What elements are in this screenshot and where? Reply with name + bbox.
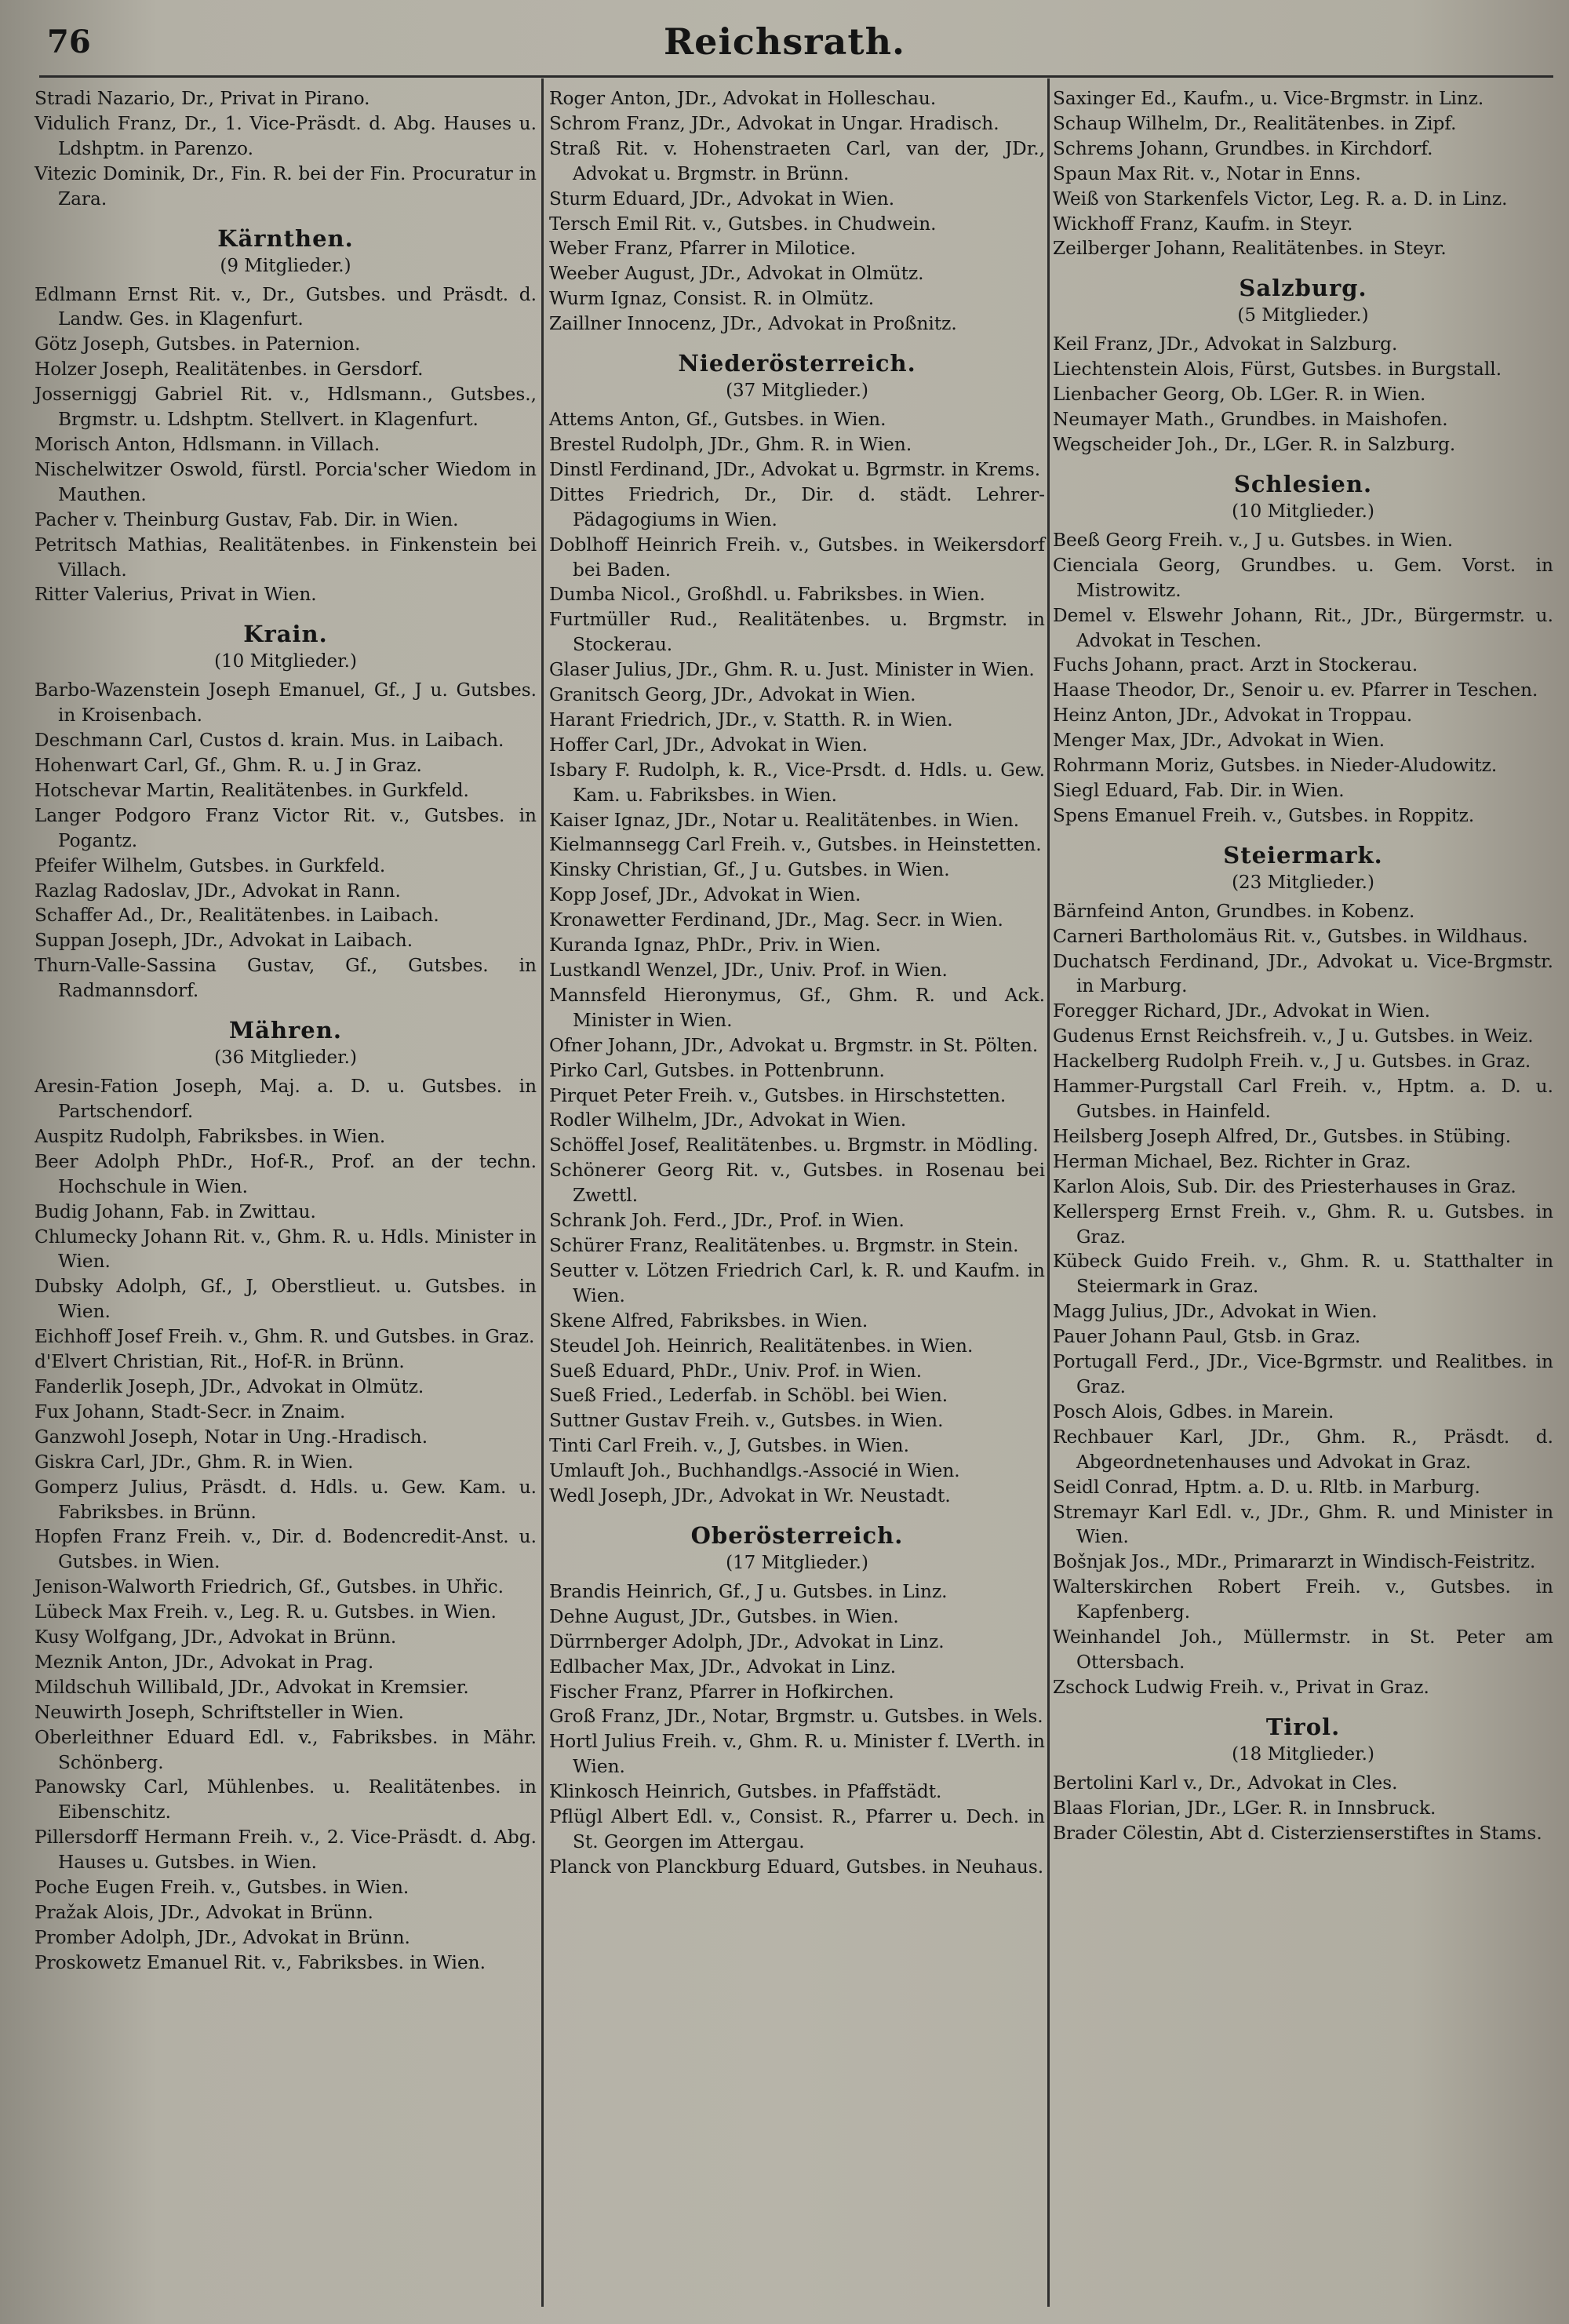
member-entry: Schrom Franz, JDr., Advokat in Ungar. Hradisch.	[549, 112, 999, 134]
member-entry: Schaup Wilhelm, Dr., Realitätenbes. in Zipf.	[1053, 112, 1457, 134]
member-entry: Carneri Bartholomäus Rit. v., Gutsbes. in Wildhaus.	[1053, 925, 1528, 947]
member-entry: Hoffer Carl, JDr., Advokat in Wien.	[549, 734, 868, 756]
member-count: (9 Mitglieder.)	[220, 255, 351, 276]
member-entry: Beeß Georg Freih. v., J u. Gutsbes. in Wien.	[1053, 529, 1454, 551]
member-entry: Roger Anton, JDr., Advokat in Holleschau.	[549, 88, 937, 109]
member-entry: Pirquet Peter Freih. v., Gutsbes. in Hirschstetten.	[549, 1084, 1007, 1106]
member-entry: Herman Michael, Bez. Richter in Graz.	[1053, 1150, 1411, 1172]
section-heading: Mähren.	[229, 1017, 342, 1044]
member-entry: Attems Anton, Gf., Gutsbes. in Wien.	[549, 409, 886, 431]
member-entry: Planck von Planckburg Eduard, Gutsbes. in Neuhaus.	[549, 1856, 1044, 1878]
member-count: (5 Mitglieder.)	[1237, 305, 1369, 326]
member-entry: Gomperz Julius, Präsdt. d. Hdls. u. Gew. Kam. u. Fabriksbes. in Brünn.	[35, 1476, 537, 1523]
member-entry: Walterskirchen Robert Freih. v., Gutsbes. in Kapfenberg.	[1053, 1576, 1553, 1623]
member-entry: Edlmann Ernst Rit. v., Dr., Gutsbes. und Präsdt. d. Landw. Ges. in Klagenfurt.	[35, 283, 537, 330]
member-entry: Pauer Johann Paul, Gtsb. in Graz.	[1053, 1326, 1361, 1348]
member-entry: Auspitz Rudolph, Fabriksbes. in Wien.	[35, 1125, 386, 1147]
member-entry: Mildschuh Willibald, JDr., Advokat in Kremsier.	[35, 1676, 469, 1698]
member-entry: Schürer Franz, Realitätenbes. u. Brgmstr. in Stein.	[549, 1234, 1019, 1256]
crownland-section	[1053, 468, 1553, 829]
member-entry: Pražak Alois, JDr., Advokat in Brünn.	[35, 1902, 373, 1923]
member-entry: d'Elvert Christian, Rit., Hof-R. in Brünn.	[35, 1351, 405, 1373]
member-entry: Hortl Julius Freih. v., Ghm. R. u. Minister f. LVerth. in Wien.	[549, 1731, 1045, 1778]
crownland-section	[35, 1014, 537, 1976]
crownland-section	[1053, 272, 1553, 457]
section-heading: Schlesien.	[1233, 470, 1373, 497]
crownland-section	[1053, 840, 1553, 1700]
member-entry: Cienciala Georg, Grundbes. u. Gem. Vorst. in Mistrowitz.	[1053, 554, 1553, 601]
member-entry: Lienbacher Georg, Ob. LGer. R. in Wien.	[1053, 384, 1426, 406]
member-entry: Pacher v. Theinburg Gustav, Fab. Dir. in Wien.	[35, 508, 459, 530]
member-entry: Promber Adolph, JDr., Advokat in Brünn.	[35, 1926, 410, 1948]
section-heading: Tirol.	[1265, 1713, 1341, 1740]
member-entry: Duchatsch Ferdinand, JDr., Advokat u. Vice-Brgmstr. in Marburg.	[1053, 950, 1553, 997]
member-entry: Tersch Emil Rit. v., Gutsbes. in Chudwein.	[549, 213, 937, 235]
member-entry: Pillersdorff Hermann Freih. v., 2. Vice-Präsdt. d. Abg. Hauses u. Gutsbes. in Wien.	[35, 1827, 537, 1874]
member-entry: Zschock Ludwig Freih. v., Privat in Graz.	[1053, 1676, 1429, 1698]
member-entry: Brandis Heinrich, Gf., J u. Gutsbes. in Linz.	[549, 1580, 948, 1602]
column-divider	[541, 78, 544, 2307]
member-entry: Suppan Joseph, JDr., Advokat in Laibach.	[35, 930, 413, 952]
member-entry: Neuwirth Joseph, Schriftsteller in Wien.	[35, 1701, 405, 1723]
member-entry: Blaas Florian, JDr., LGer. R. in Innsbruck.	[1053, 1797, 1436, 1819]
member-entry: Proskowetz Emanuel Rit. v., Fabriksbes. in Wien.	[35, 1951, 486, 1973]
member-entry: Sueß Fried., Lederfab. in Schöbl. bei Wien.	[549, 1385, 948, 1407]
member-entry: Josserniggj Gabriel Rit. v., Hdlsmann., Gutsbes., Brgmstr. u. Ldshptm. Stellvert. in Klagenfurt.	[35, 384, 537, 431]
page-header	[0, 16, 1569, 66]
member-entry: Kuranda Ignaz, PhDr., Priv. in Wien.	[549, 934, 881, 956]
member-entry: Glaser Julius, JDr., Ghm. R. u. Just. Minister in Wien.	[549, 659, 1035, 681]
member-entry: Aresin-Fation Joseph, Maj. a. D. u. Gutsbes. in Partschendorf.	[35, 1076, 537, 1122]
member-entry: Zaillner Innocenz, JDr., Advokat in Proßnitz.	[549, 313, 957, 335]
member-entry: Kellersperg Ernst Freih. v., Ghm. R. u. Gutsbes. in Graz.	[1053, 1200, 1553, 1248]
member-entry: Kielmannsegg Carl Freih. v., Gutsbes. in Heinstetten.	[549, 834, 1042, 856]
crownland-section	[549, 1520, 1045, 1880]
section-heading: Oberösterreich.	[690, 1521, 904, 1549]
member-entry: Keil Franz, JDr., Advokat in Salzburg.	[1053, 333, 1398, 355]
member-entry: Spaun Max Rit. v., Notar in Enns.	[1053, 162, 1361, 184]
member-entry: Vitezic Dominik, Dr., Fin. R. bei der Fin. Procuratur in Zara.	[35, 162, 537, 209]
member-entry: Siegl Eduard, Fab. Dir. in Wien.	[1053, 779, 1345, 801]
member-entry: Rohrmann Moriz, Gutsbes. in Nieder-Aludowitz.	[1053, 755, 1498, 777]
member-entry: Weinhandel Joh., Müllermstr. in St. Peter am Ottersbach.	[1053, 1626, 1553, 1673]
member-entry: Beer Adolph PhDr., Hof-R., Prof. an der techn. Hochschule in Wien.	[35, 1150, 537, 1197]
member-entry: Hotschevar Martin, Realitätenbes. in Gurkfeld.	[35, 779, 469, 801]
member-entry: Fanderlik Joseph, JDr., Advokat in Olmütz.	[35, 1375, 424, 1397]
member-entry: Hohenwart Carl, Gf., Ghm. R. u. J in Graz.	[35, 755, 422, 777]
section-heading: Kärnthen.	[217, 224, 354, 252]
member-entry: Deschmann Carl, Custos d. krain. Mus. in Laibach.	[35, 730, 504, 752]
member-entry: Sueß Eduard, PhDr., Univ. Prof. in Wien.	[549, 1360, 923, 1382]
member-entry: Doblhoff Heinrich Freih. v., Gutsbes. in Weikersdorf bei Baden.	[549, 534, 1045, 581]
member-entry: Stradi Nazario, Dr., Privat in Pirano.	[35, 88, 370, 109]
member-entry: Groß Franz, JDr., Notar, Brgmstr. u. Gutsbes. in Wels.	[549, 1706, 1043, 1728]
column-2	[549, 86, 1045, 1880]
member-entry: Dinstl Ferdinand, JDr., Advokat u. Bgrmstr. in Krems.	[549, 458, 1041, 480]
member-entry: Barbo-Wazenstein Joseph Emanuel, Gf., J u. Gutsbes. in Kroisenbach.	[35, 679, 537, 727]
member-entry: Giskra Carl, JDr., Ghm. R. in Wien.	[35, 1451, 354, 1473]
member-entry: Schönerer Georg Rit. v., Gutsbes. in Rosenau bei Zwettl.	[549, 1160, 1045, 1207]
member-entry: Budig Johann, Fab. in Zwittau.	[35, 1200, 316, 1222]
member-entry: Magg Julius, JDr., Advokat in Wien.	[1053, 1301, 1378, 1323]
member-entry: Poche Eugen Freih. v., Gutsbes. in Wien.	[35, 1877, 410, 1899]
member-entry: Granitsch Georg, JDr., Advokat in Wien.	[549, 684, 916, 706]
member-entry: Portugall Ferd., JDr., Vice-Bgrmstr. und Realitbes. in Graz.	[1053, 1351, 1553, 1397]
member-entry: Brestel Rudolph, JDr., Ghm. R. in Wien.	[549, 433, 912, 455]
crownland-section	[35, 223, 537, 608]
member-count: (17 Mitglieder.)	[726, 1552, 868, 1573]
member-entry: Pflügl Albert Edl. v., Consist. R., Pfarrer u. Dech. in St. Georgen im Attergau.	[549, 1806, 1045, 1852]
column-3	[1053, 86, 1553, 1845]
member-entry: Bošnjak Jos., MDr., Primararzt in Windisch-Feistritz.	[1053, 1551, 1536, 1573]
section-heading: Niederösterreich.	[678, 350, 916, 377]
member-entry: Holzer Joseph, Realitätenbes. in Gersdorf.	[35, 359, 424, 381]
member-entry: Schaffer Ad., Dr., Realitätenbes. in Laibach.	[35, 905, 439, 927]
crownland-section	[549, 348, 1045, 1509]
member-entry: Heilsberg Joseph Alfred, Dr., Gutsbes. in Stübing.	[1053, 1125, 1512, 1147]
column-divider	[1047, 78, 1050, 2307]
member-entry: Umlauft Joh., Buchhandlgs.-Associé in Wien.	[549, 1460, 960, 1482]
member-count: (10 Mitglieder.)	[214, 651, 357, 672]
member-entry: Schöffel Josef, Realitätenbes. u. Brgmstr. in Mödling.	[549, 1135, 1039, 1157]
member-entry: Furtmüller Rud., Realitätenbes. u. Brgmstr. in Stockerau.	[549, 609, 1045, 656]
member-entry: Posch Alois, Gdbes. in Marein.	[1053, 1401, 1334, 1422]
member-entry: Steudel Joh. Heinrich, Realitätenbes. in Wien.	[549, 1335, 974, 1357]
member-entry: Vidulich Franz, Dr., 1. Vice-Präsdt. d. Abg. Hauses u. Ldshptm. in Parenzo.	[35, 112, 537, 159]
section-heading: Krain.	[243, 621, 328, 648]
member-entry: Kinsky Christian, Gf., J u. Gutsbes. in Wien.	[549, 859, 950, 881]
member-entry: Fuchs Johann, pract. Arzt in Stockerau.	[1053, 654, 1418, 676]
member-entry: Rodler Wilhelm, JDr., Advokat in Wien.	[549, 1109, 907, 1131]
member-count: (37 Mitglieder.)	[726, 381, 868, 402]
member-entry: Nischelwitzer Oswold, fürstl. Porcia'scher Wiedom in Mauthen.	[35, 458, 537, 505]
member-entry: Schrank Joh. Ferd., JDr., Prof. in Wien.	[549, 1210, 905, 1232]
member-entry: Ganzwohl Joseph, Notar in Ung.-Hradisch.	[35, 1426, 428, 1448]
member-entry: Hackelberg Rudolph Freih. v., J u. Gutsbes. in Graz.	[1053, 1051, 1531, 1073]
member-count: (10 Mitglieder.)	[1232, 501, 1374, 522]
member-entry: Dehne August, JDr., Gutsbes. in Wien.	[549, 1605, 899, 1627]
member-entry: Demel v. Elswehr Johann, Rit., JDr., Bürgermstr. u. Advokat in Teschen.	[1053, 604, 1553, 651]
member-entry: Lustkandl Wenzel, JDr., Univ. Prof. in Wien.	[549, 960, 948, 981]
column-1	[35, 86, 537, 1976]
member-entry: Brader Cölestin, Abt d. Cisterzienserstiftes in Stams.	[1053, 1822, 1542, 1844]
member-entry: Schrems Johann, Grundbes. in Kirchdorf.	[1053, 137, 1433, 159]
crownland-section	[1053, 1711, 1553, 1846]
member-entry: Heinz Anton, JDr., Advokat in Troppau.	[1053, 705, 1413, 727]
member-entry: Pfeifer Wilhelm, Gutsbes. in Gurkfeld.	[35, 854, 386, 876]
member-entry: Haase Theodor, Dr., Senoir u. ev. Pfarrer in Teschen.	[1053, 679, 1538, 701]
member-entry: Ritter Valerius, Privat in Wien.	[35, 584, 317, 606]
member-entry: Panowsky Carl, Mühlenbes. u. Realitätenbes. in Eibenschitz.	[35, 1776, 537, 1823]
member-entry: Sturm Eduard, JDr., Advokat in Wien.	[549, 188, 895, 209]
member-entry: Zeilberger Johann, Realitätenbes. in Steyr.	[1053, 238, 1447, 260]
member-entry: Edlbacher Max, JDr., Advokat in Linz.	[549, 1656, 897, 1677]
member-entry: Kübeck Guido Freih. v., Ghm. R. u. Statthalter in Steiermark in Graz.	[1053, 1251, 1553, 1298]
member-entry: Morisch Anton, Hdlsmann. in Villach.	[35, 433, 380, 455]
member-entry: Thurn-Valle-Sassina Gustav, Gf., Gutsbes. in Radmannsdorf.	[35, 955, 537, 1002]
member-entry: Rechbauer Karl, JDr., Ghm. R., Präsdt. d. Abgeordnetenhauses und Advokat in Graz.	[1053, 1426, 1553, 1473]
member-entry: Dubsky Adolph, Gf., J, Oberstlieut. u. Gutsbes. in Wien.	[35, 1276, 537, 1323]
member-entry: Bärnfeind Anton, Grundbes. in Kobenz.	[1053, 900, 1415, 922]
member-entry: Hopfen Franz Freih. v., Dir. d. Bodencredit-Anst. u. Gutsbes. in Wien.	[35, 1526, 537, 1573]
member-entry: Spens Emanuel Freih. v., Gutsbes. in Roppitz.	[1053, 804, 1475, 826]
member-entry: Lübeck Max Freih. v., Leg. R. u. Gutsbes. in Wien.	[35, 1601, 497, 1623]
member-count: (36 Mitglieder.)	[214, 1047, 357, 1069]
member-entry: Ofner Johann, JDr., Advokat u. Brgmstr. in St. Pölten.	[549, 1034, 1039, 1056]
member-entry: Wurm Ignaz, Consist. R. in Olmütz.	[549, 288, 875, 310]
member-entry: Weeber August, JDr., Advokat in Olmütz.	[549, 263, 924, 285]
member-entry: Harant Friedrich, JDr., v. Statth. R. in Wien.	[549, 708, 953, 730]
member-entry: Götz Joseph, Gutsbes. in Paternion.	[35, 333, 361, 355]
member-entry: Wegscheider Joh., Dr., LGer. R. in Salzburg.	[1053, 433, 1456, 455]
member-entry: Saxinger Ed., Kaufm., u. Vice-Brgmstr. in Linz.	[1053, 88, 1484, 109]
member-entry: Langer Podgoro Franz Victor Rit. v., Gutsbes. in Pogantz.	[35, 804, 537, 851]
section-heading: Steiermark.	[1223, 841, 1383, 869]
member-entry: Seutter v. Lötzen Friedrich Carl, k. R. und Kaufm. in Wien.	[549, 1259, 1045, 1306]
member-count: (18 Mitglieder.)	[1232, 1743, 1374, 1765]
member-entry: Dumba Nicol., Großhdl. u. Fabriksbes. in Wien.	[549, 584, 985, 606]
member-entry: Razlag Radoslav, JDr., Advokat in Rann.	[35, 880, 401, 902]
member-entry: Kronawetter Ferdinand, JDr., Mag. Secr. in Wien.	[549, 909, 1003, 931]
crownland-section	[35, 618, 537, 1004]
member-count: (23 Mitglieder.)	[1232, 872, 1374, 893]
member-entry: Oberleithner Eduard Edl. v., Fabriksbes. in Mähr. Schönberg.	[35, 1726, 537, 1773]
member-entry: Straß Rit. v. Hohenstraeten Carl, van der, JDr., Advokat u. Brgmstr. in Brünn.	[549, 137, 1045, 184]
member-entry: Liechtenstein Alois, Fürst, Gutsbes. in Burgstall.	[1053, 359, 1502, 381]
member-entry: Klinkosch Heinrich, Gutsbes. in Pfaffstädt.	[549, 1781, 942, 1803]
member-entry: Kaiser Ignaz, JDr., Notar u. Realitätenbes. in Wien.	[549, 809, 1020, 831]
member-entry: Weber Franz, Pfarrer in Milotice.	[549, 238, 856, 260]
member-entry: Meznik Anton, JDr., Advokat in Prag.	[35, 1651, 374, 1673]
member-entry: Gudenus Ernst Reichsfreih. v., J u. Gutsbes. in Weiz.	[1053, 1025, 1534, 1047]
page-title: Reichsrath.	[663, 20, 906, 63]
member-entry: Eichhoff Josef Freih. v., Ghm. R. und Gutsbes. in Graz.	[35, 1326, 535, 1348]
member-entry: Neumayer Math., Grundbes. in Maishofen.	[1053, 409, 1448, 431]
member-entry: Petritsch Mathias, Realitätenbes. in Finkenstein bei Villach.	[35, 534, 537, 581]
member-entry: Kopp Josef, JDr., Advokat in Wien.	[549, 884, 861, 906]
member-entry: Karlon Alois, Sub. Dir. des Priesterhauses in Graz.	[1053, 1175, 1516, 1197]
member-entry: Jenison-Walworth Friedrich, Gf., Gutsbes. in Uhřic.	[35, 1576, 504, 1598]
member-entry: Weiß von Starkenfels Victor, Leg. R. a. D. in Linz.	[1053, 188, 1508, 209]
member-entry: Pirko Carl, Gutsbes. in Pottenbrunn.	[549, 1059, 885, 1081]
member-entry: Menger Max, JDr., Advokat in Wien.	[1053, 730, 1385, 752]
member-entry: Seidl Conrad, Hptm. a. D. u. Rltb. in Marburg.	[1053, 1476, 1480, 1498]
member-entry: Hammer-Purgstall Carl Freih. v., Hptm. a. D. u. Gutsbes. in Hainfeld.	[1053, 1076, 1553, 1122]
header-rule	[39, 75, 1553, 78]
member-entry: Dittes Friedrich, Dr., Dir. d. städt. Lehrer-Pädagogiums in Wien.	[549, 483, 1045, 530]
member-entry: Dürrnberger Adolph, JDr., Advokat in Linz.	[549, 1630, 945, 1652]
member-entry: Foregger Richard, JDr., Advokat in Wien.	[1053, 1000, 1431, 1022]
member-entry: Tinti Carl Freih. v., J, Gutsbes. in Wien.	[549, 1435, 909, 1457]
page-number: 76	[47, 24, 91, 60]
member-entry: Mannsfeld Hieronymus, Gf., Ghm. R. und Ack. Minister in Wien.	[549, 984, 1045, 1031]
member-entry: Wickhoff Franz, Kaufm. in Steyr.	[1053, 213, 1353, 235]
member-entry: Chlumecky Johann Rit. v., Ghm. R. u. Hdls. Minister in Wien.	[35, 1226, 537, 1273]
member-entry: Stremayr Karl Edl. v., JDr., Ghm. R. und Minister in Wien.	[1053, 1501, 1553, 1548]
member-entry: Bertolini Karl v., Dr., Advokat in Cles.	[1053, 1772, 1398, 1794]
member-entry: Skene Alfred, Fabriksbes. in Wien.	[549, 1310, 868, 1331]
member-entry: Wedl Joseph, JDr., Advokat in Wr. Neustadt.	[549, 1485, 951, 1507]
member-entry: Fux Johann, Stadt-Secr. in Znaim.	[35, 1401, 346, 1422]
member-entry: Isbary F. Rudolph, k. R., Vice-Prsdt. d. Hdls. u. Gew. Kam. u. Fabriksbes. in Wien.	[549, 759, 1045, 806]
member-entry: Suttner Gustav Freih. v., Gutsbes. in Wien.	[549, 1410, 944, 1432]
member-entry: Fischer Franz, Pfarrer in Hofkirchen.	[549, 1681, 894, 1703]
member-entry: Kusy Wolfgang, JDr., Advokat in Brünn.	[35, 1626, 397, 1648]
section-heading: Salzburg.	[1239, 275, 1367, 302]
